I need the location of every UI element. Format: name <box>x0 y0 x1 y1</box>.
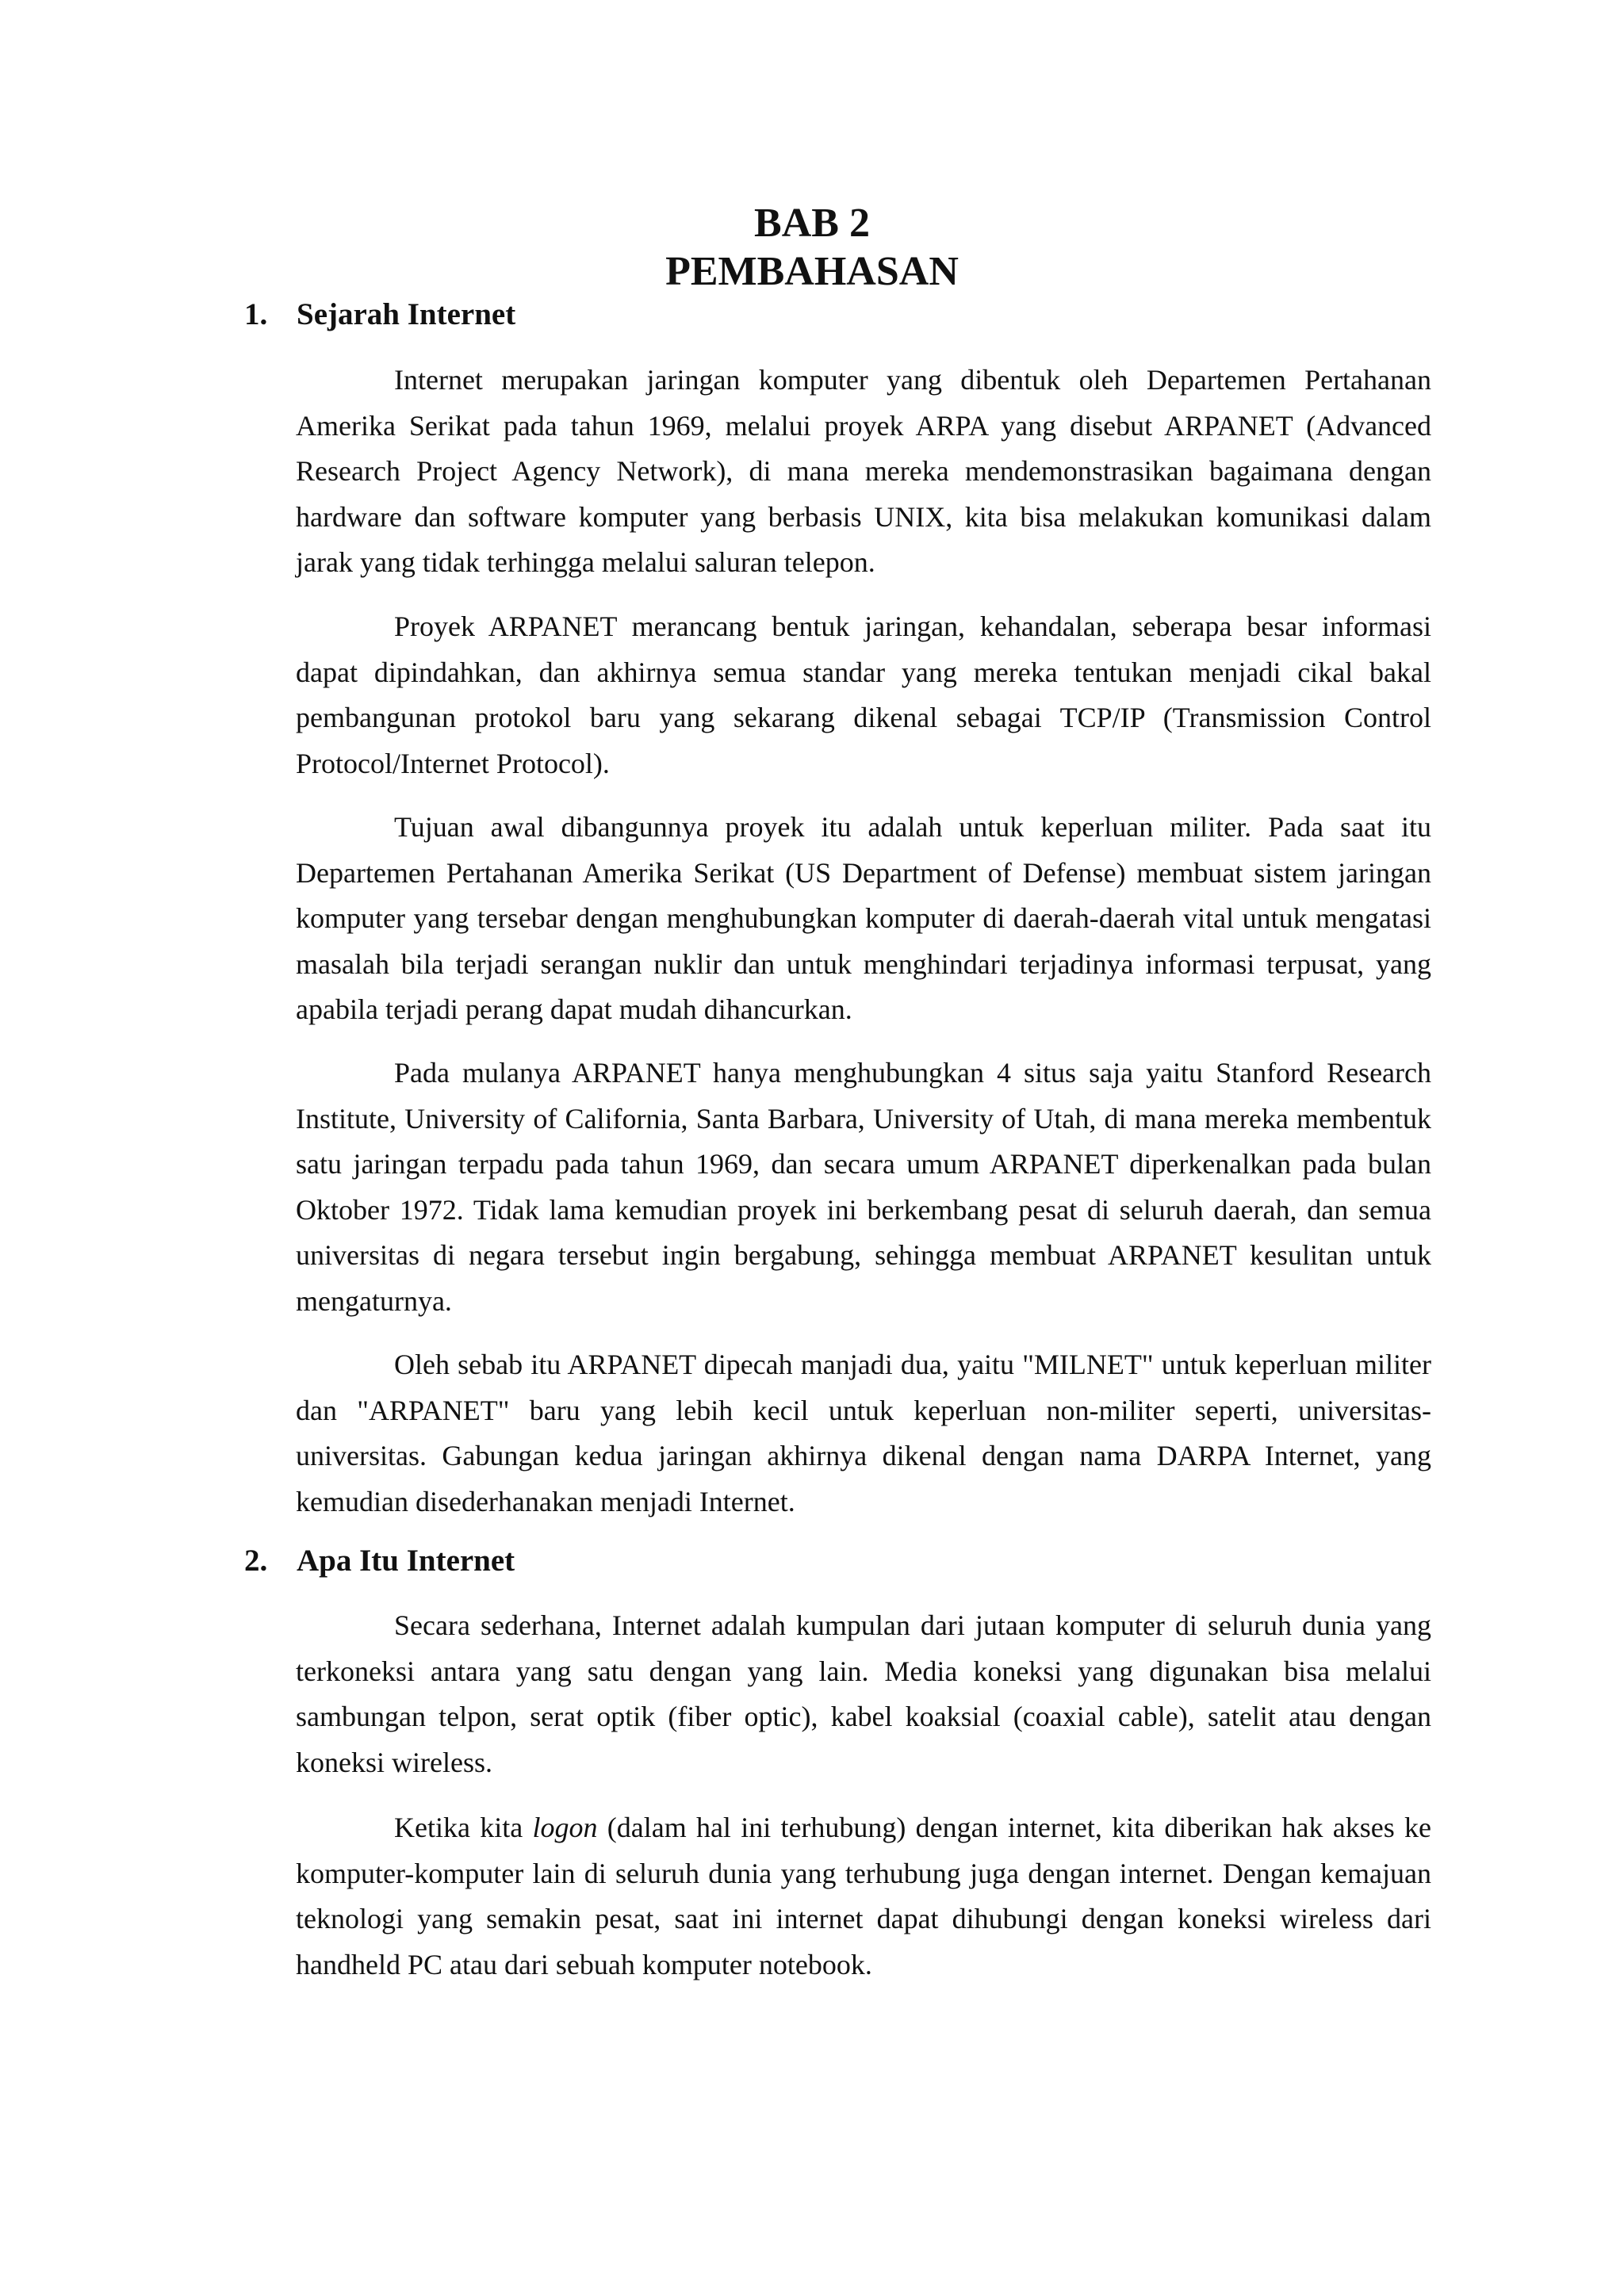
paragraph: Tujuan awal dibangunnya proyek itu adalah untuk keperluan militer. Pada saat itu Departemen Pertahanan Amerika Serikat (US Department of Defense) membuat sistem jaringan komputer yang tersebar dengan menghubungkan komputer di daerah-daerah vital untuk mengatasi masalah bila terjadi serangan nuklir dan untuk menghindari terjadinya informasi terpusat, yang apabila terjadi perang dapat mudah dihancurkan. <box>296 811 1431 1025</box>
section-title: Apa Itu Internet <box>297 1544 515 1578</box>
paragraph: Pada mulanya ARPANET hanya menghubungkan 4 situs saja yaitu Stanford Research Institute, University of California, Santa Barbara, University of Utah, di mana mereka membentuk satu jaringan terpadu pada tahun 1969, dan secara umum ARPANET diperkenalkan pada bulan Oktober 1972. Tidak lama kemudian proyek ini berkembang pesat di seluruh daerah, dan semua universitas di negara tersebut ingin bergabung, sehingga membuat ARPANET kesulitan untuk mengaturnya. <box>296 1057 1431 1317</box>
section-title: Sejarah Internet <box>297 297 516 331</box>
chapter-title: PEMBAHASAN <box>665 249 959 294</box>
chapter-label: BAB 2 <box>754 201 870 246</box>
section-number: 2. <box>244 1544 268 1578</box>
paragraph: Internet merupakan jaringan komputer yang dibentuk oleh Departemen Pertahanan Amerika Serikat pada tahun 1969, melalui proyek ARPA yang disebut ARPANET (Advanced Research Project Agency Network), di mana mereka mendemonstrasikan bagaimana dengan hardware dan software komputer yang berbasis UNIX, kita bisa melakukan komunikasi dalam jarak yang tidak terhingga melalui saluran telepon. <box>296 364 1431 578</box>
section-heading-sejarah-internet <box>244 297 515 333</box>
paragraph: Proyek ARPANET merancang bentuk jaringan, kehandalan, seberapa besar informasi dapat dipindahkan, dan akhirnya semua standar yang mereka tentukan menjadi cikal bakal pembangunan protokol baru yang sekarang dikenal sebagai TCP/IP (Transmission Control Protocol/Internet Protocol). <box>296 610 1431 779</box>
section-number: 1. <box>244 297 268 331</box>
paragraph-with-italic <box>296 1805 1431 1988</box>
section-heading-apa-itu-internet <box>244 1543 515 1579</box>
paragraph: Oleh sebab itu ARPANET dipecah manjadi dua, yaitu "MILNET" untuk keperluan militer dan "ARPANET" baru yang lebih kecil untuk keperluan non-militer seperti, universitas-universitas. Gabungan kedua jaringan akhirnya dikenal dengan nama DARPA Internet, yang kemudian disederhanakan menjadi Internet. <box>296 1349 1431 1517</box>
paragraph-text: (dalam hal ini terhubung) dengan internet, kita diberikan hak akses ke komputer-komputer lain di seluruh dunia yang terhubung juga dengan internet. Dengan kemajuan teknologi yang semakin pesat, saat ini internet dapat dihubungi dengan koneksi wireless dari handheld PC atau dari sebuah komputer notebook. <box>296 1812 1431 1980</box>
paragraph: Secara sederhana, Internet adalah kumpulan dari jutaan komputer di seluruh dunia yang terkoneksi antara yang satu dengan yang lain. Media koneksi yang digunakan bisa melalui sambungan telpon, serat optik (fiber optic), kabel koaksial (coaxial cable), satelit atau dengan koneksi wireless. <box>296 1609 1431 1778</box>
paragraph-text: Ketika kita <box>394 1812 533 1843</box>
italic-term: logon <box>532 1812 598 1843</box>
